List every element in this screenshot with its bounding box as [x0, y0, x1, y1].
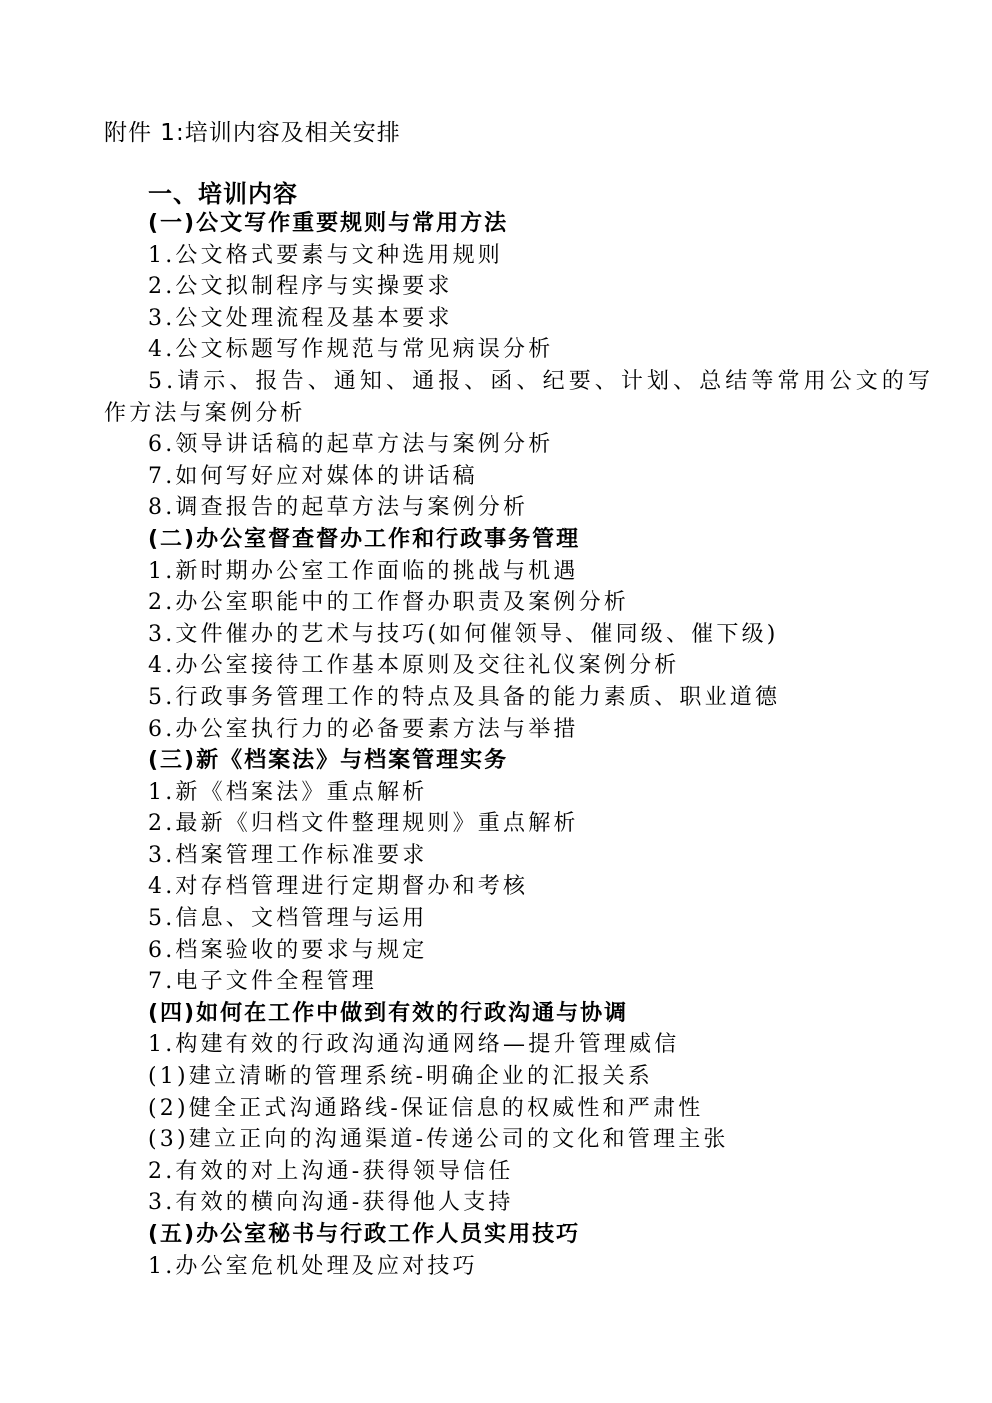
- list-item: 1.公文格式要素与文种选用规则: [148, 242, 503, 268]
- list-item: 5.信息、文档管理与运用: [148, 906, 428, 932]
- list-item: 4.公文标题写作规范与常见病误分析: [148, 337, 554, 363]
- list-item: 3.文件催办的艺术与技巧(如何催领导、催同级、催下级): [148, 621, 779, 647]
- list-item: 4.办公室接待工作基本原则及交往礼仪案例分析: [148, 653, 680, 679]
- list-item: 7.如何写好应对媒体的讲话稿: [148, 463, 478, 489]
- section-heading: 一、培训内容: [148, 180, 298, 208]
- list-item: 1.新《档案法》重点解析: [148, 779, 428, 805]
- list-item: 6.领导讲话稿的起草方法与案例分析: [148, 432, 554, 458]
- list-item: 作方法与案例分析: [104, 400, 306, 426]
- list-item: 3.有效的横向沟通-获得他人支持: [148, 1190, 514, 1216]
- list-item: 3.档案管理工作标准要求: [148, 842, 428, 868]
- list-item: 6.档案验收的要求与规定: [148, 937, 428, 963]
- list-item: 1.构建有效的行政沟通沟通网络—提升管理威信: [148, 1032, 680, 1058]
- list-item: 1.新时期办公室工作面临的挑战与机遇: [148, 558, 579, 584]
- subsection-heading: (四)如何在工作中做到有效的行政沟通与协调: [148, 1000, 629, 1026]
- subsection-heading: (一)公文写作重要规则与常用方法: [148, 211, 509, 236]
- list-item: 5.行政事务管理工作的特点及具备的能力素质、职业道德: [148, 684, 781, 710]
- list-item: 2.办公室职能中的工作督办职责及案例分析: [148, 590, 629, 616]
- list-item: 5.请示、报告、通知、通报、函、纪要、计划、总结等常用公文的写: [148, 368, 935, 394]
- list-item: 6.办公室执行力的必备要素方法与举措: [148, 716, 579, 742]
- list-item: 2.公文拟制程序与实操要求: [148, 274, 453, 300]
- subsection-heading: (二)办公室督查督办工作和行政事务管理: [148, 526, 581, 552]
- list-item: 7.电子文件全程管理: [148, 969, 377, 995]
- list-item: (1)建立清晰的管理系统-明确企业的汇报关系: [148, 1064, 653, 1090]
- subsection-heading: (五)办公室秘书与行政工作人员实用技巧: [148, 1222, 581, 1247]
- list-item: 2.有效的对上沟通-获得领导信任: [148, 1158, 514, 1184]
- list-item: (2)健全正式沟通路线-保证信息的权威性和严肃性: [148, 1095, 704, 1121]
- list-item: (3)建立正向的沟通渠道-传递公司的文化和管理主张: [148, 1127, 729, 1153]
- list-item: 4.对存档管理进行定期督办和考核: [148, 874, 529, 900]
- attachment-title: 附件 1:培训内容及相关安排: [104, 120, 401, 146]
- list-item: 2.最新《归档文件整理规则》重点解析: [148, 811, 579, 837]
- document-body: [104, 208, 935, 1282]
- list-item: 8.调查报告的起草方法与案例分析: [148, 495, 529, 521]
- list-item: 3.公文处理流程及基本要求: [148, 305, 453, 331]
- list-item: 1.办公室危机处理及应对技巧: [148, 1253, 478, 1279]
- subsection-heading: (三)新《档案法》与档案管理实务: [148, 748, 509, 774]
